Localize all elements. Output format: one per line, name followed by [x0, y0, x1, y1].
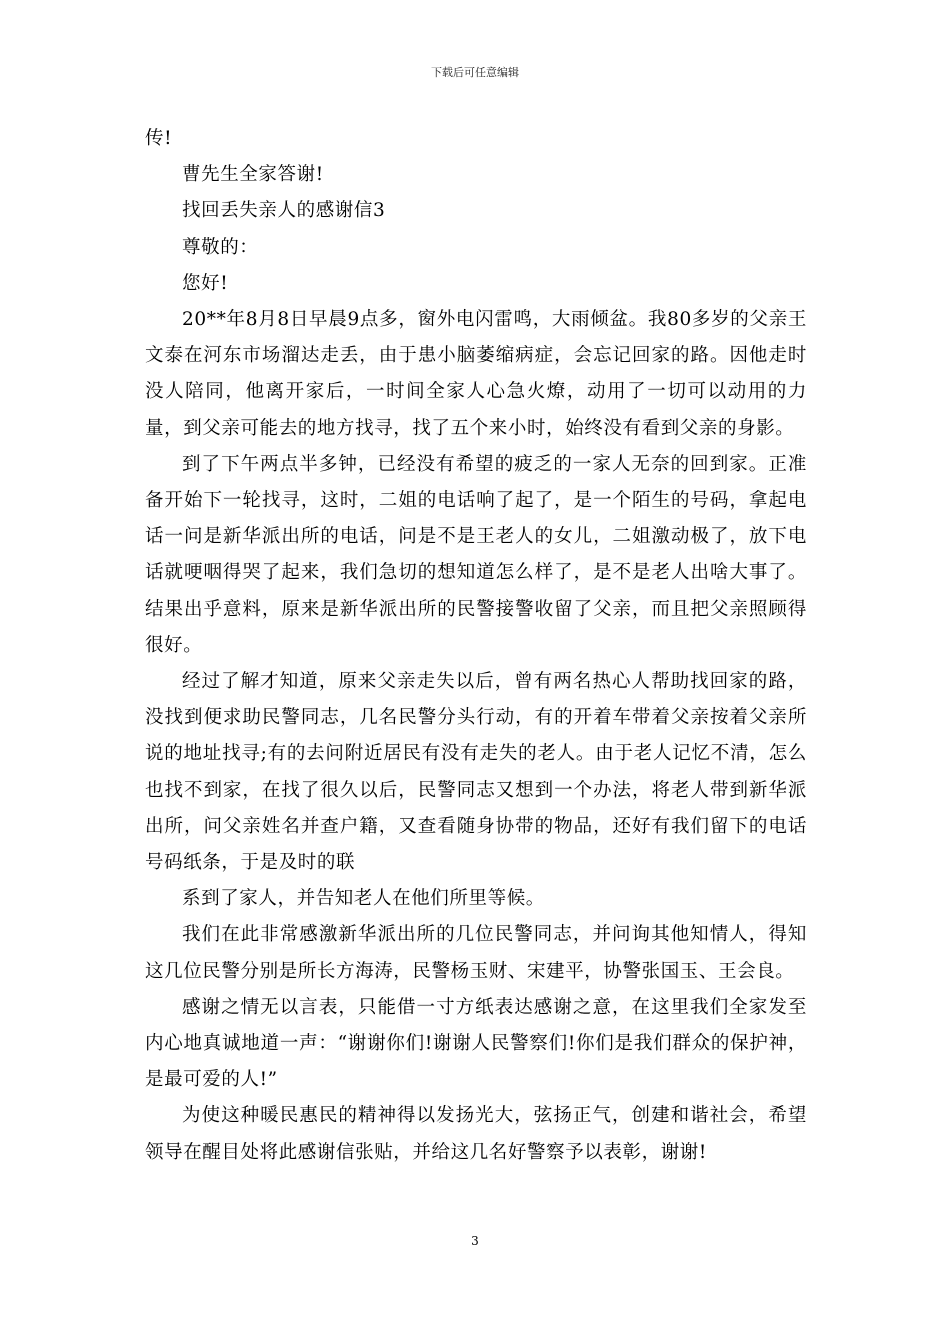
- paragraph: 到了下午两点半多钟，已经没有希望的疲乏的一家人无奈的回到家。正准备开始下一轮找寻，这时，二姐的电话响了起了，是一个陌生的号码，拿起电话一问是新华派出所的电话，问是不是王老人的女儿，二姐激动极了，放下电话就哽咽得哭了起来，我们急切的想知道怎么样了，是不是老人出啥大事了。结果出乎意料，原来是新华派出所的民警接警收留了父亲，而且把父亲照顾得很好。: [145, 453, 807, 656]
- greeting: 您好!: [182, 272, 229, 294]
- paragraph: 20**年8月8日早晨9点多，窗外电闪雷鸣，大雨倾盆。我80多岁的父亲王文泰在河东市场溜达走丢，由于患小脑萎缩病症，会忘记回家的路。因他走时没人陪同，他离开家后，一时间全家人心急火燎，动用了一切可以动用的力量，到父亲可能去的地方找寻，找了五个来小时，始终没有看到父亲的身影。: [145, 309, 807, 439]
- salutation: 尊敬的：: [182, 236, 259, 258]
- paragraph: 经过了解才知道，原来父亲走失以后，曾有两名热心人帮助找回家的路，没找到便求助民警同志，几名民警分头行动，有的开着车带着父亲按着父亲所说的地址找寻;有的去问附近居民有没有走失的老人。由于老人记忆不清，怎么也找不到家，在找了很久以后，民警同志又想到一个办法，将老人带到新华派出所，问父亲姓名并查户籍，又查看随身协带的物品，还好有我们留下的电话号码纸条，于是及时的联: [145, 671, 807, 874]
- paragraph: 为使这种暖民惠民的精神得以发扬光大，弦扬正气，创建和谐社会，希望领导在醒目处将此感谢信张贴，并给这几名好警察予以表彰，谢谢!: [145, 1105, 807, 1163]
- paragraph: 传!: [145, 128, 173, 149]
- paragraph: 我们在此非常感激新华派出所的几位民警同志，并问询其他知情人，得知这几位民警分别是所长方海涛，民警杨玉财、宋建平，协警张国玉、王会良。: [145, 924, 807, 982]
- page-header: 下载后可任意编辑: [431, 66, 519, 79]
- letter-title: 找回丢失亲人的感谢信3: [182, 200, 386, 222]
- page-number: 3: [471, 1234, 479, 1248]
- paragraph: 曹先生全家答谢!: [182, 164, 324, 186]
- letter-body: [145, 121, 807, 1171]
- paragraph: 系到了家人，并告知老人在他们所里等候。: [182, 888, 545, 910]
- paragraph: 感谢之情无以言表，只能借一寸方纸表达感谢之意，在这里我们全家发至内心地真诚地道一声：“谢谢你们!谢谢人民警察们!你们是我们群众的保护神，是最可爱的人!”: [145, 996, 807, 1091]
